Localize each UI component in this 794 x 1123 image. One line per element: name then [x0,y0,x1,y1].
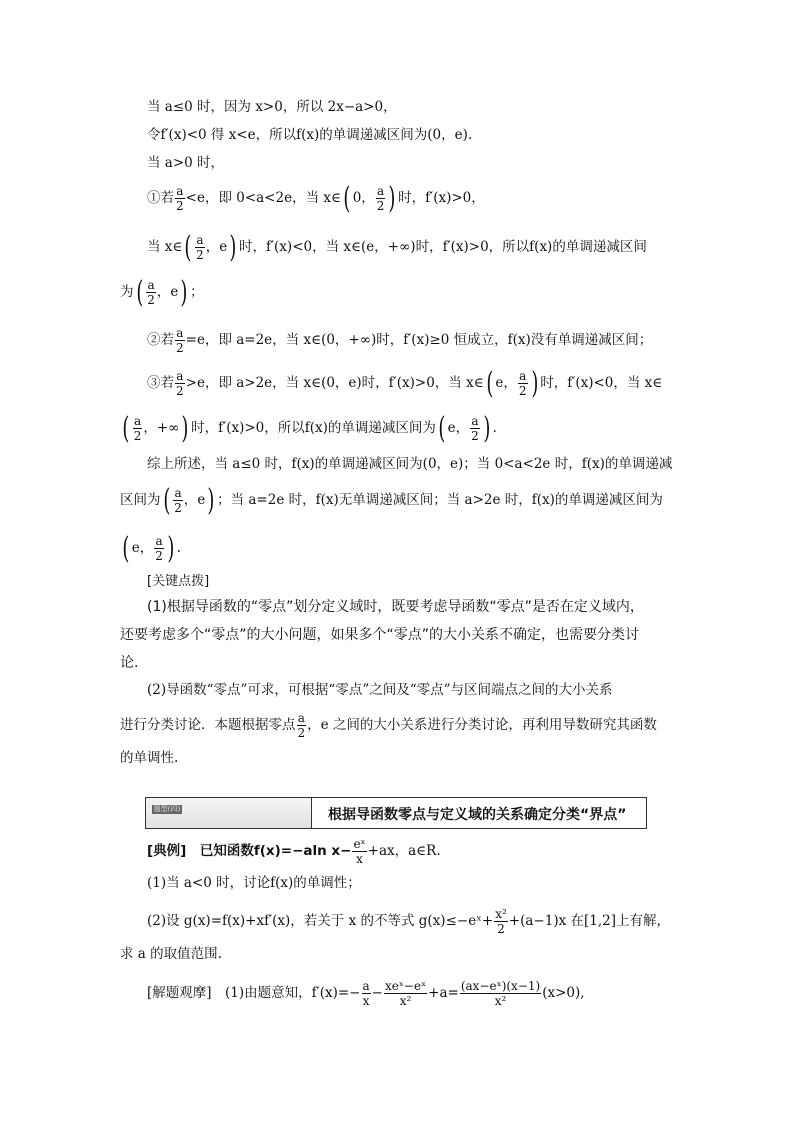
case-3b-line: ( $\frac{a}{2}$ ，+∞) 时，f′(x)>0，所以f(x)的单调递减区间为( e， $\frac{a}{2}$ ) . [122,410,497,446]
solution-line: [解题观摩] (1)由题意知，f′(x)=− $\frac{a}{x}$ − $\frac{\text{xeˣ−eˣ}}{\text{x²}}$ +a= $\frac{\text{(ax−eˣ)(x−1)}}{\text{x²}}$ (x>0), [147,979,585,1008]
text-line: 当 a>0 时， [147,155,225,171]
fraction-a-over-2: $\frac{a}{2}$ [155,534,163,563]
fraction-a-over-2: $\frac{a}{2}$ [176,326,184,355]
fraction-a-over-2: $\frac{a}{2}$ [133,414,142,443]
key-point-text: 还要考虑多个“零点”的大小问题，如果多个“零点”的大小关系不确定，也需要分类讨 [120,627,640,643]
fraction: $\frac{a}{x}$ [362,979,370,1008]
key-points-heading: [关键点拨] [147,574,210,589]
question-2: (2)设 g(x)=f(x)+xf′(x)，若关于 x 的不等式 g(x)≤−eˣ+ $\frac{\text{x²}}{2}$ +(a−1)x 在[1,2]上有解， [147,907,670,936]
text-line: 当 a≤0 时，因为 x>0，所以 2x−a>0， [147,99,397,115]
summary-line-2: 区间为( $\frac{a}{2}$ ，e) ；当 a=2e 时，f(x)无单调递减区间；当 a>2e 时，f(x)的单调递减区间为 [120,482,663,518]
fraction: $\frac{\text{xeˣ−eˣ}}{\text{x²}}$ [384,979,427,1008]
key-point-text: 进行分类讨论．本题根据零点 $\frac{a}{2}$ ，e 之间的大小关系进行分类讨论，再利用导数研究其函数 [120,711,657,740]
fraction-a-over-2: $\frac{a}{2}$ [471,414,479,443]
fraction-a-over-2: $\frac{a}{2}$ [297,711,306,740]
fraction-x2-over-2: $\frac{\text{x²}}{2}$ [495,907,507,936]
fraction-a-over-2: $\frac{a}{2}$ [376,184,385,213]
key-point-text: (2)导函数“零点”可求，可根据“零点”之间及“零点”与区间端点之间的大小关系 [147,682,613,698]
question-1: (1)当 a<0 时，讨论f(x)的单调性； [147,875,361,891]
fraction-a-over-2: $\frac{a}{2}$ [147,278,155,307]
key-point-text: 论. [120,655,139,671]
case-2-line: ②若 $\frac{a}{2}$ =e，即 a=2e，当 x∈(0，+∞)时，f′(x)≥0 恒成立，f(x)没有单调递减区间； [147,326,653,355]
case-1-line: ①若 $\frac{a}{2}$ <e，即 0<a<2e，当 x∈( 0， $\frac{a}{2}$ ) 时，f′(x)>0， [147,180,485,216]
case-1c-line: 为( $\frac{a}{2}$ ，e) ； [120,274,204,310]
section-banner [145,797,647,829]
fraction-a-over-2: $\frac{a}{2}$ [174,486,182,515]
fraction-ex-over-x: $\frac{\text{eˣ}}{x}$ [353,837,366,866]
fraction-a-over-2: $\frac{a}{2}$ [518,369,527,398]
case-1b-line: 当 x∈( $\frac{a}{2}$ ，e) 时，f′(x)<0，当 x∈(e，+∞)时，f′(x)>0，所以f(x)的单调递减区间 [147,229,647,265]
banner-tag-area [146,798,312,828]
question-2b: 求 a 的取值范围. [120,946,222,962]
fraction-a-over-2: $\frac{a}{2}$ [176,369,184,398]
summary-line: 综上所述，当 a≤0 时，f(x)的单调递减区间为(0，e)；当 0<a<2e 时，f(x)的单调递减 [147,456,673,472]
case-3-line: ③若 $\frac{a}{2}$ >e，即 a>2e，当 x∈(0，e)时，f′(x)>0，当 x∈( e， $\frac{a}{2}$ ) 时，f′(x)<0，当 x∈ [147,365,663,401]
example-line: [典例] 已知函数f(x)=−aln x− $\frac{\text{eˣ}}{x}$ +ax，a∈R. [147,837,441,866]
banner-title: 根据导函数零点与定义域的关系确定分类“界点” [328,807,627,823]
fraction-a-over-2: $\frac{a}{2}$ [176,184,184,213]
text-line: 令f′(x)<0 得 x<e，所以f(x)的单调递减区间为(0，e). [147,127,473,143]
banner-tag: 题型(四) [153,805,181,813]
key-point-text: (1)根据导函数的“零点”划分定义域时，既要考虑导函数“零点”是否在定义域内， [147,599,644,615]
key-point-text: 的单调性. [120,750,179,766]
fraction: $\frac{\text{(ax−eˣ)(x−1)}}{\text{x²}}$ [460,979,541,1008]
summary-line-3: ( e， $\frac{a}{2}$ ) . [122,530,181,566]
fraction-a-over-2: $\frac{a}{2}$ [196,233,204,262]
